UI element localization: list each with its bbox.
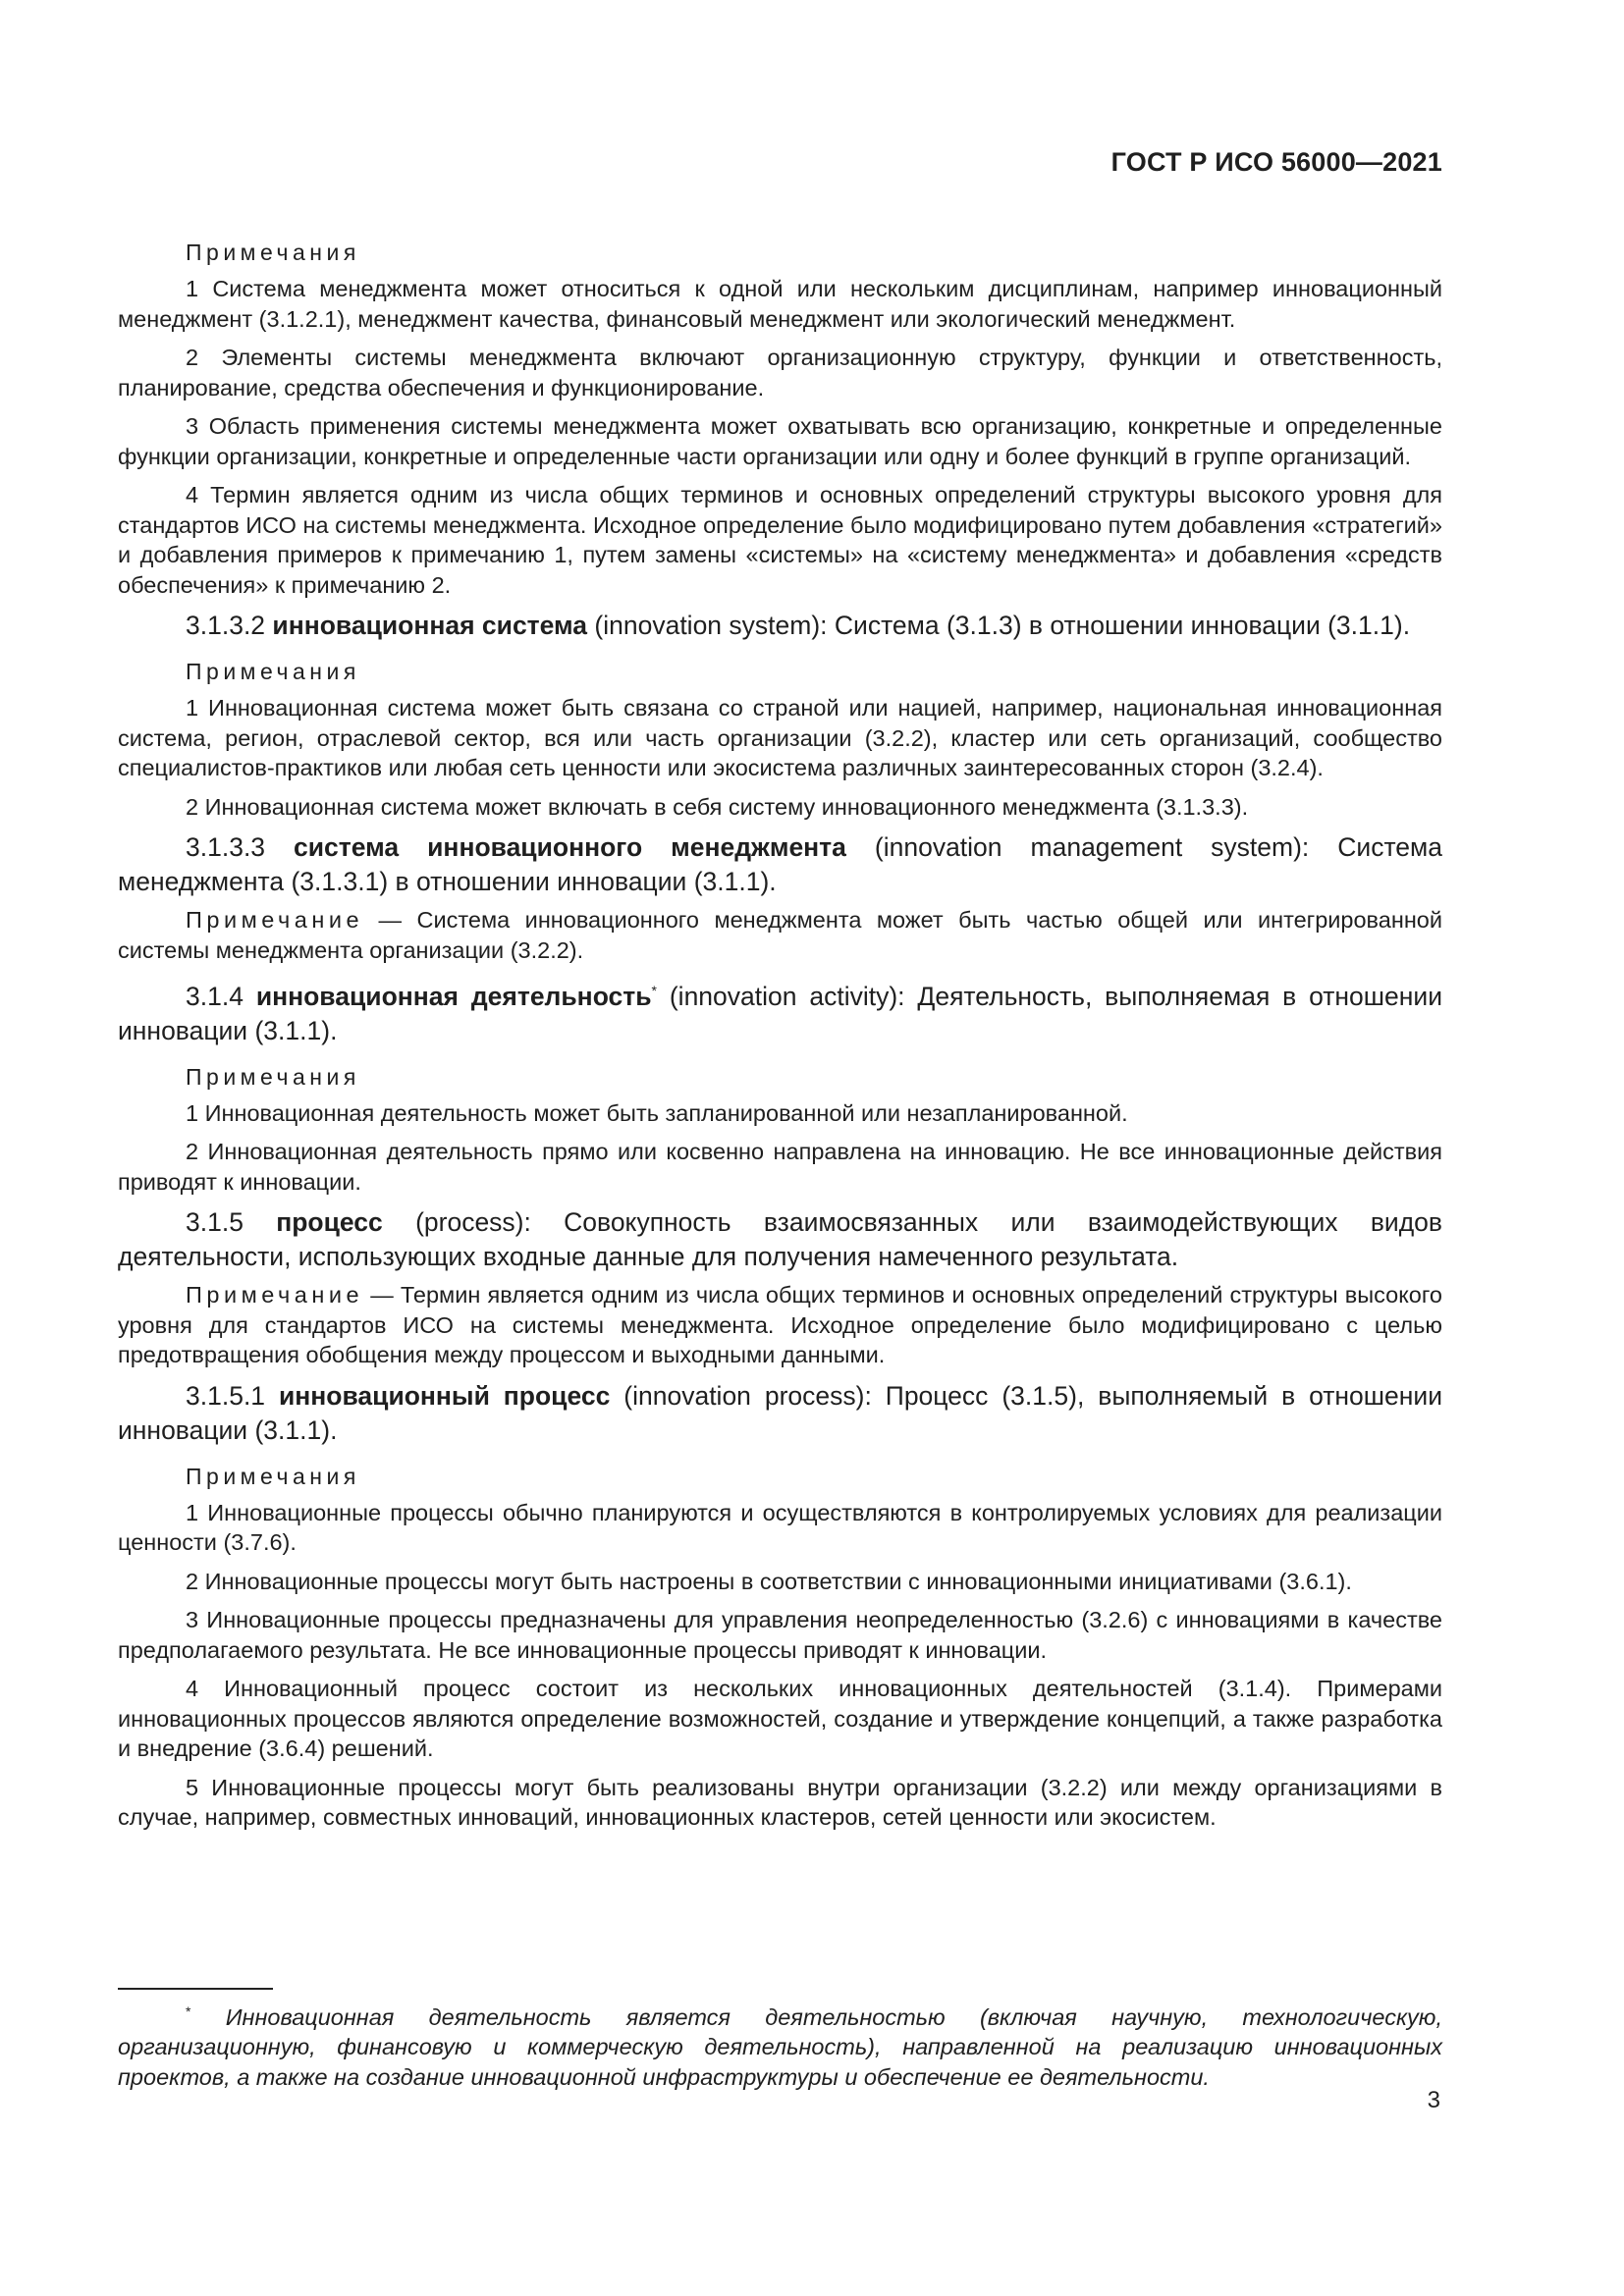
note-item: 2 Инновационная деятельность прямо или косвенно направлена на инновацию. Не все инновационные действия приводят к инновации. [118, 1139, 1442, 1195]
footnote [118, 1997, 1442, 2092]
term-entry [118, 830, 1442, 899]
note-item: 2 Инновационные процессы могут быть настроены в соответствии с инновационными инициативами (3.6.1). [186, 1568, 1352, 1594]
term-number: 3.1.5 [186, 1207, 277, 1238]
notes-heading: Примечания [186, 1463, 360, 1489]
term-name: инновационный процесс [278, 1380, 611, 1411]
note-item: 2 Элементы системы менеджмента включают организационную структуру, функции и ответственность, планирование, средства обеспечения и функционирование. [118, 345, 1442, 400]
page-number: 3 [1427, 2087, 1440, 2113]
note-item: 1 Инновационная деятельность может быть запланированной или незапланированной. [186, 1099, 1128, 1126]
term-definition: (innovation process): Процесс (3.1.5), выполняемый в отношении инновации (3.1.1). [118, 1380, 1442, 1445]
note-item: 2 Инновационная система может включать в себя систему инновационного менеджмента (3.1.3.3). [186, 793, 1249, 820]
note-item: 1 Инновационные процессы обычно планируются и осуществляются в контролируемых условиях для реализации ценности (3.7.6). [118, 1499, 1442, 1556]
footnote-separator [118, 1988, 273, 1990]
term-name: инновационная деятельность [255, 981, 652, 1011]
term-name: инновационная система [272, 611, 588, 640]
term-definition: (innovation management system): Система менеджмента (3.1.3.1) в отношении инновации (3.1.1). [118, 832, 1443, 896]
inline-note-label: Примечание [186, 1282, 364, 1308]
inline-note [118, 1280, 1442, 1370]
note-item: 3 Инновационные процессы предназначены для управления неопределенностью (3.2.6) с инновациями в качестве предполагаемого результата. Не все инновационные процессы приводят к инновации. [118, 1607, 1442, 1663]
term-entry [118, 974, 1442, 1048]
note-item: 5 Инновационные процессы могут быть реализованы внутри организации (3.2.2) или между организациями в случае, например, совместных инноваций, инновационных кластеров, сетей ценности или экосистем. [118, 1774, 1442, 1831]
note-item: 3 Область применения системы менеджмента может охватывать всю организацию, конкретные и определенные функции организации, конкретные и определенные части организации или одну и более функций в группе организаций. [118, 413, 1442, 469]
note-item: 1 Система менеджмента может относиться к одной или нескольким дисциплинам, например инновационный менеджмент (3.1.2.1), менеджмент качества, финансовый менеджмент или экологический менеджмент. [118, 276, 1442, 332]
notes-heading: Примечания [186, 240, 360, 265]
notes-heading: Примечания [186, 659, 360, 684]
term-definition: (innovation activity): Деятельность, выполняемая в отношении инновации (3.1.1). [118, 981, 1443, 1045]
note-item: 1 Инновационная система может быть связана со страной или нацией, например, национальная инновационная система, регион, отраслевой сектор, вся или часть организации (3.2.2), кластер или сеть организаций, сообщество специалистов-практиков или любая сеть ценности или экосистема различных заинтересованных сторон (3.2.4). [118, 695, 1442, 780]
inline-note-text: — Система инновационного менеджмента может быть частью общей или интегрированной системы менеджмента организации (3.2.2). [118, 907, 1442, 963]
term-entry [118, 609, 1442, 643]
inline-note-label: Примечание [186, 907, 364, 933]
term-name: система инновационного менеджмента [294, 832, 846, 862]
term-number: 3.1.4 [186, 981, 256, 1011]
notes-heading: Примечания [186, 1063, 360, 1090]
term-definition: (innovation system): Система (3.1.3) в отношении инновации (3.1.1). [587, 611, 1411, 640]
inline-note-text: — Термин является одним из числа общих терминов и основных определений структуры высокого уровня для стандартов ИСО на системы менеджмента. Исходное определение было модифицировано с целью предотвращения обобщения между процессом и выходными данными. [118, 1282, 1442, 1368]
term-entry [118, 1205, 1442, 1274]
term-number: 3.1.3.3 [186, 832, 295, 862]
term-entry [118, 1379, 1442, 1448]
note-item: 4 Инновационный процесс состоит из нескольких инновационных деятельностей (3.1.4). Примерами инновационных процессов являются определение возможностей, создание и утверждение концепций, а также разработка и внедрение (3.6.4) решений. [118, 1676, 1442, 1762]
term-number: 3.1.5.1 [186, 1380, 279, 1411]
term-name: процесс [276, 1207, 383, 1238]
term-definition: (process): Совокупность взаимосвязанных или взаимодействующих видов деятельности, использующих входные данные для получения намеченного результата. [118, 1207, 1442, 1272]
document-body [118, 224, 1442, 1842]
term-number: 3.1.3.2 [186, 611, 273, 640]
document-id-header: ГОСТ Р ИСО 56000—2021 [1110, 147, 1442, 177]
inline-note [118, 905, 1442, 965]
note-item: 4 Термин является одним из числа общих терминов и основных определений структуры высокого уровня для стандартов ИСО на системы менеджмента. Исходное определение было модифицировано путем добавления «стратегий» и добавления примеров к примечанию 1, путем замены «системы» на «систему менеджмента» и добавления «средств обеспечения» к примечанию 2. [118, 482, 1442, 598]
footnote-text: Инновационная деятельность является деятельностью (включая научную, технологическую, организационную, финансовую и коммерческую деятельность), направленной на реализацию инновационных проектов, а также на создание инновационной инфраструктуры и обеспечение ее деятельности. [118, 2003, 1442, 2090]
term-footnote-mark: * [651, 983, 657, 998]
footnote-mark: * [186, 2003, 191, 2019]
